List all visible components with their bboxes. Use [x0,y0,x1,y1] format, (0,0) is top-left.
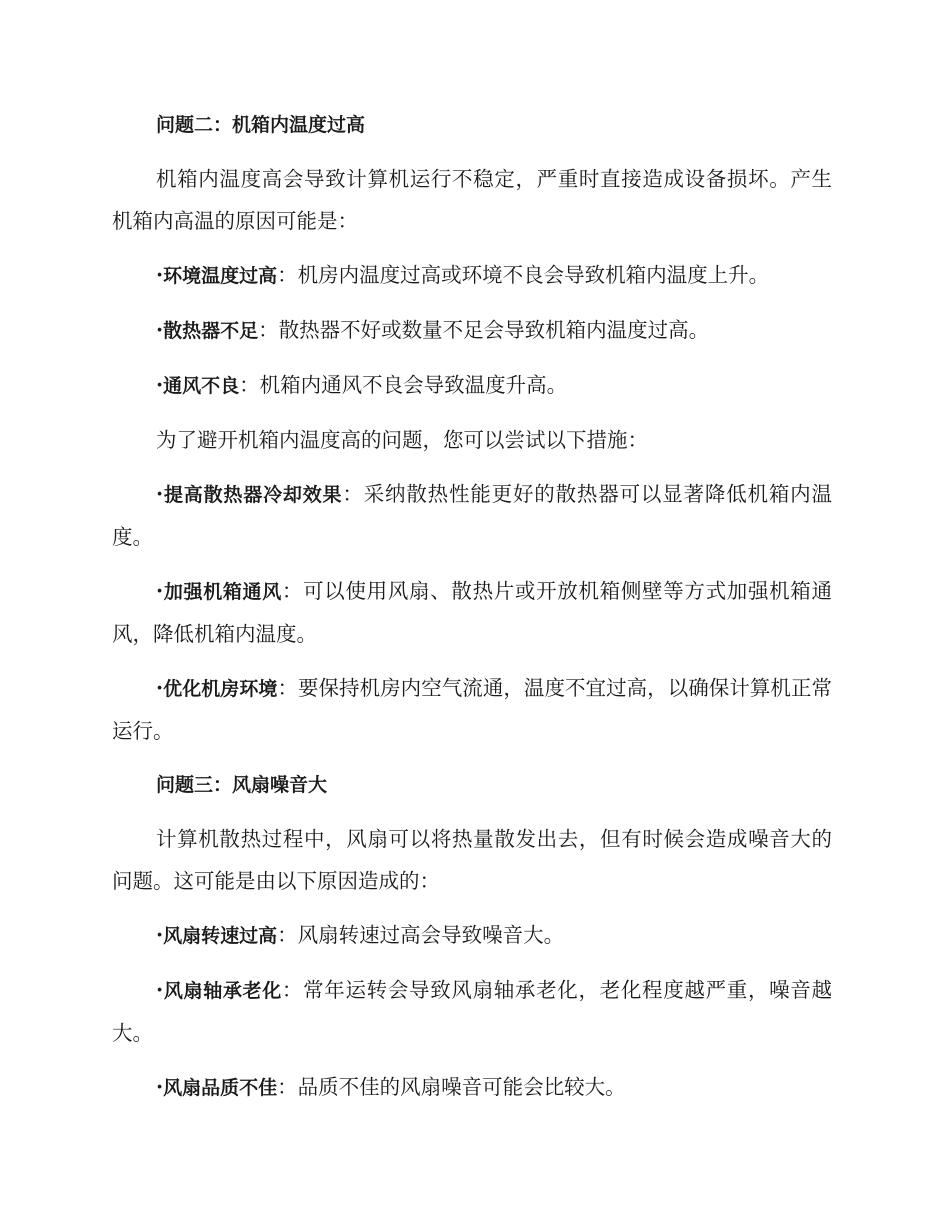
cause-term: 环境温度过高 [163,265,278,287]
bullet-symbol: · [156,482,164,506]
bullet-symbol: · [156,263,164,287]
cause-description: ：机房内温度过高或环境不良会导致机箱内温度上升。 [277,263,770,287]
cause-item [112,254,832,297]
cause-description: ：常年运转会导致风扇轴承老化，老化程度越严重，噪音越大。 [112,978,832,1045]
bullet-symbol: · [156,1075,164,1099]
bullet-symbol: · [156,978,164,1002]
measure-term: 提高散热器冷却效果 [163,484,343,506]
bullet-symbol: · [156,579,164,603]
cause-description: ：品质不佳的风扇噪音可能会比较大。 [277,1075,626,1099]
bullet-symbol: · [156,318,164,342]
intro-paragraph-2: 机箱内温度高会导致计算机运行不稳定，严重时直接造成设备损坏。产生机箱内高温的原因可能是： [112,167,832,233]
cause-item [112,364,832,407]
cause-item [112,1066,832,1109]
bullet-symbol: · [156,676,164,700]
cause-term: 通风不良 [163,375,240,397]
measure-description: ：可以使用风扇、散热片或开放机箱侧壁等方式加强机箱通风，降低机箱内温度。 [112,579,832,646]
cause-description: ：风扇转速过高会导致噪音大。 [277,923,565,947]
measure-description: ：要保持机房内空气流通，温度不宜过高，以确保计算机正常运行。 [112,676,832,743]
bullet-symbol: · [156,373,164,397]
cause-description: ：散热器不好或数量不足会导致机箱内温度过高。 [258,318,710,342]
bullet-symbol: · [156,923,164,947]
cause-term: 风扇转速过高 [163,925,278,947]
cause-term: 风扇品质不佳 [163,1077,278,1099]
section-heading-3: 问题三：风扇噪音大 [156,774,328,796]
cause-item [112,309,832,352]
intro-paragraph-3: 计算机散热过程中，风扇可以将热量散发出去，但有时候会造成噪音大的问题。这可能是由以下原因造成的： [112,827,832,893]
measure-item [112,570,832,655]
measure-item [112,667,832,752]
measure-description: ：采纳散热性能更好的散热器可以显著降低机箱内温度。 [112,482,832,549]
measure-term: 优化机房环境 [163,678,278,700]
cause-item [112,914,832,957]
cause-term: 风扇轴承老化 [163,980,282,1002]
measure-item [112,473,832,558]
section-heading-2: 问题二：机箱内温度过高 [156,114,366,136]
document-page [112,104,832,1121]
cause-item [112,969,832,1054]
measures-intro-paragraph: 为了避开机箱内温度高的问题，您可以尝试以下措施： [156,428,648,452]
cause-term: 散热器不足 [163,320,259,342]
cause-description: ：机箱内通风不良会导致温度升高。 [239,373,568,397]
measure-term: 加强机箱通风 [163,581,282,603]
